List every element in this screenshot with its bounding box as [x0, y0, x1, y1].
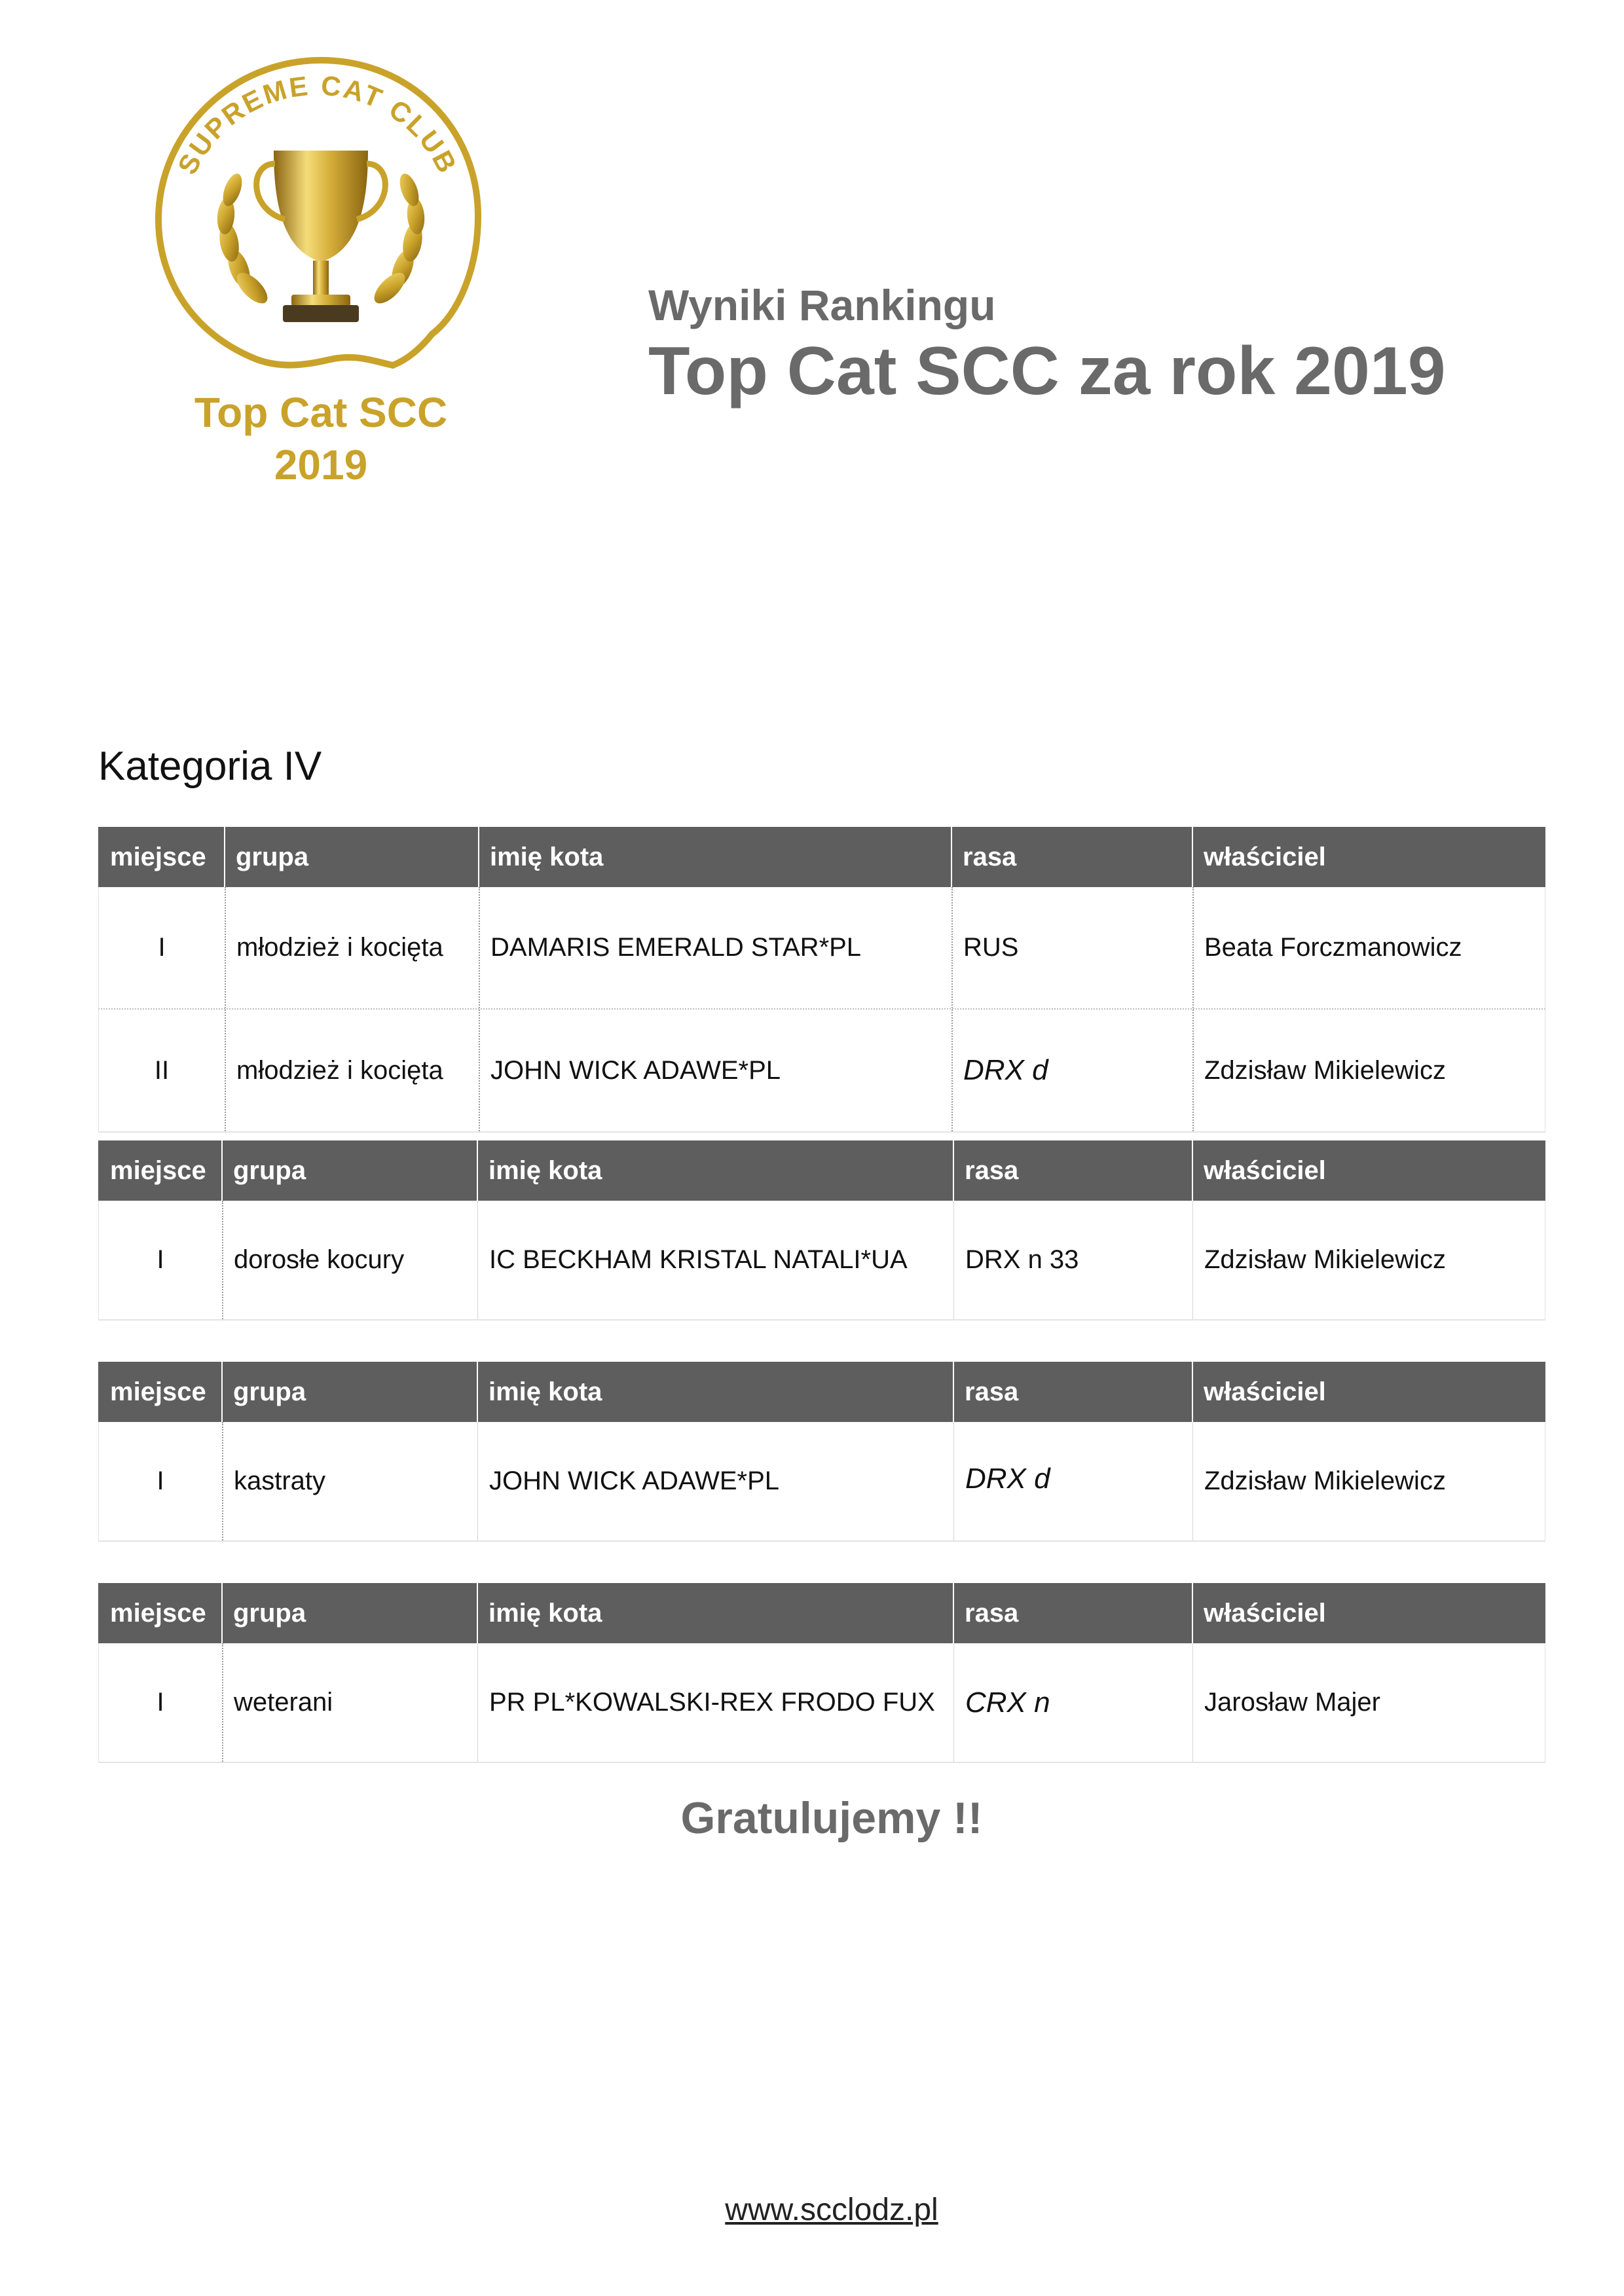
row-place: I — [157, 1688, 164, 1717]
row-breed: DRX d — [965, 1463, 1050, 1495]
header-cat-name: imię kota — [490, 843, 604, 871]
table-row — [98, 1201, 1545, 1321]
results-table-veterans — [98, 1583, 1545, 1763]
row-cat-name: PR PL*KOWALSKI-REX FRODO FUX — [489, 1688, 935, 1717]
row-breed: RUS — [963, 933, 1019, 962]
row-breed: CRX n — [965, 1686, 1050, 1719]
header-owner: właściciel — [1204, 843, 1326, 871]
header-cat-name: imię kota — [489, 1377, 602, 1406]
supreme-cat-club-logo — [144, 52, 498, 484]
row-owner: Zdzisław Mikielewicz — [1204, 1055, 1446, 1085]
results-table-youth — [98, 827, 1545, 1133]
logo-year-text: 2019 — [274, 441, 368, 484]
row-breed: DRX d — [963, 1054, 1048, 1086]
header-breed: rasa — [965, 1599, 1019, 1628]
logo-title-text: Top Cat SCC — [194, 389, 448, 436]
row-group: weterani — [234, 1688, 333, 1717]
row-cat-name: JOHN WICK ADAWE*PL — [489, 1467, 780, 1495]
table-row — [98, 1643, 1545, 1763]
row-group: dorosłe kocury — [234, 1245, 405, 1274]
header-place: miejsce — [110, 1156, 206, 1185]
header-owner: właściciel — [1204, 1156, 1326, 1185]
header-owner: właściciel — [1204, 1599, 1326, 1628]
header-cat-name: imię kota — [489, 1599, 602, 1628]
table-header — [98, 1362, 1545, 1422]
page-title: Top Cat SCC za rok 2019 — [648, 333, 1446, 409]
header-group: grupa — [236, 843, 309, 871]
header-breed: rasa — [965, 1377, 1019, 1406]
logo-arc-text: SUPREME CAT CLUB — [172, 69, 464, 179]
row-group: kastraty — [234, 1467, 326, 1495]
row-place: II — [154, 1055, 170, 1085]
row-owner: Jarosław Majer — [1204, 1688, 1380, 1717]
header-place: miejsce — [110, 843, 206, 871]
category-title: Kategoria IV — [98, 744, 322, 789]
row-breed: DRX n 33 — [965, 1245, 1079, 1274]
table-header — [98, 1583, 1545, 1643]
heading-subtitle: Wyniki Rankingu — [648, 281, 996, 329]
row-place: I — [157, 1467, 164, 1495]
table-header — [98, 827, 1545, 887]
header-place: miejsce — [110, 1377, 206, 1406]
header-cat-name: imię kota — [489, 1156, 602, 1185]
header-group: grupa — [233, 1156, 306, 1185]
header-place: miejsce — [110, 1599, 206, 1628]
table-row — [98, 1422, 1545, 1542]
row-place: I — [157, 1245, 164, 1274]
results-table-adult-males — [98, 1140, 1545, 1321]
row-owner: Zdzisław Mikielewicz — [1204, 1245, 1446, 1274]
row-cat-name: DAMARIS EMERALD STAR*PL — [490, 933, 862, 962]
trophy-icon — [257, 151, 386, 322]
row-owner: Beata Forczmanowicz — [1204, 933, 1462, 962]
row-group: młodzież i kocięta — [236, 933, 443, 962]
row-group: młodzież i kocięta — [236, 1055, 443, 1085]
row-cat-name: IC BECKHAM KRISTAL NATALI*UA — [489, 1245, 908, 1274]
table-row — [98, 1010, 1545, 1133]
results-table-neuters — [98, 1362, 1545, 1542]
row-place: I — [158, 933, 166, 962]
row-cat-name: JOHN WICK ADAWE*PL — [490, 1055, 781, 1085]
table-row — [98, 887, 1545, 1010]
row-owner: Zdzisław Mikielewicz — [1204, 1467, 1446, 1495]
table-header — [98, 1140, 1545, 1201]
congratulations-text: Gratulujemy !! — [680, 1793, 983, 1843]
header-breed: rasa — [965, 1156, 1019, 1185]
header-breed: rasa — [963, 843, 1017, 871]
header-owner: właściciel — [1204, 1377, 1326, 1406]
website-link[interactable]: www.scclodz.pl — [725, 2193, 938, 2227]
header-group: grupa — [233, 1599, 306, 1628]
header-group: grupa — [233, 1377, 306, 1406]
